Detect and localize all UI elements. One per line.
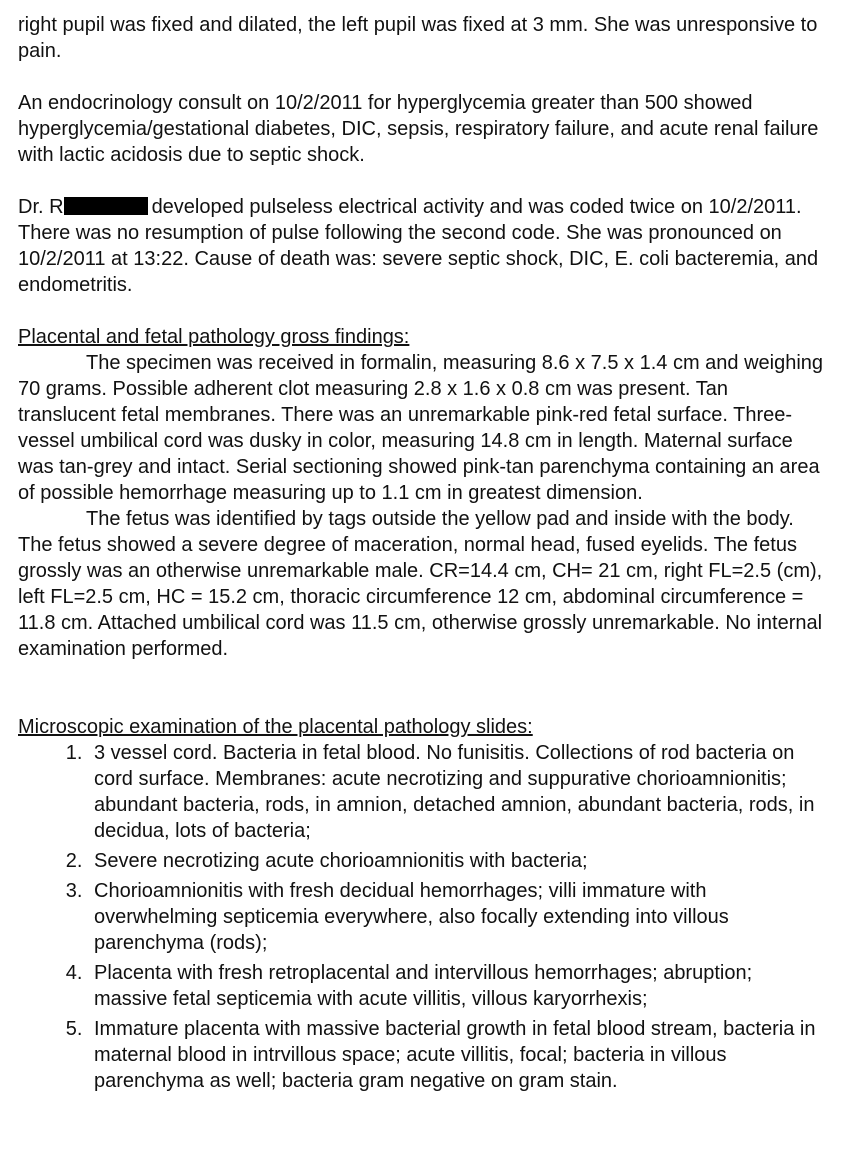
microscopic-findings-list: [18, 740, 824, 1094]
paragraph-endocrinology: An endocrinology consult on 10/2/2011 for hyperglycemia greater than 500 showed hyperglycemia/gestational diabetes, DIC, sepsis, respiratory failure, and acute renal failure with lactic acidosis due to septic shock.: [18, 92, 819, 166]
list-item: 3. Chorioamnionitis with fresh decidual hemorrhages; villi immature with overwhelming septicemia everywhere, also focally extending into villous parenchyma (rods);: [88, 878, 824, 956]
list-item: 1. 3 vessel cord. Bacteria in fetal blood. No funisitis. Collections of rod bacteria on cord surface. Membranes: acute necrotizing and suppurative chorioamnionitis; abundant bacteria, rods, in amnion, detached amnion, abundant bacteria, rods, in decidua, lots of bacteria;: [88, 740, 824, 844]
microscopic-heading: Microscopic examination of the placental pathology slides:: [18, 716, 533, 738]
paragraph-pupils: right pupil was fixed and dilated, the left pupil was fixed at 3 mm. She was unresponsive to pain.: [18, 14, 818, 62]
list-item: 4. Placenta with fresh retroplacental and intervillous hemorrhages; abruption; massive fetal septicemia with acute villitis, villous karyorrhexis;: [88, 960, 824, 1012]
paragraph-code-text: developed pulseless electrical activity and was coded twice on 10/2/2011. There was no resumption of pulse following the second code. She was pronounced on 10/2/2011 at 13:22. Cause of death was: severe septic shock, DIC, E. coli bacteremia, and endometritis.: [18, 196, 819, 296]
doctor-name-prefix: Dr. R: [18, 196, 64, 218]
redaction-block: [64, 197, 148, 215]
paragraph-code: [18, 194, 824, 298]
list-item: 5. Immature placenta with massive bacterial growth in fetal blood stream, bacteria in maternal blood in intrvillous space; acute villitis, focal; bacteria in villous parenchyma as well; bacteria gram negative on gram stain.: [88, 1016, 824, 1094]
gross-findings-fetus: The fetus was identified by tags outside the yellow pad and inside with the body. The fetus showed a severe degree of maceration, normal head, fused eyelids. The fetus grossly was an otherwise unremarkable male. CR=14.4 cm, CH= 21 cm, right FL=2.5 (cm), left FL=2.5 cm, HC = 15.2 cm, thoracic circumference 12 cm, abdominal circumference = 11.8 cm. Attached umbilical cord was 11.5 cm, otherwise grossly unremarkable. No internal examination performed.: [18, 508, 823, 660]
list-item: 2. Severe necrotizing acute chorioamnionitis with bacteria;: [88, 848, 824, 874]
gross-findings-specimen: The specimen was received in formalin, measuring 8.6 x 7.5 x 1.4 cm and weighing 70 grams. Possible adherent clot measuring 2.8 x 1.6 x 0.8 cm was present. Tan translucent fetal membranes. There was an unremarkable pink-red fetal surface. Three-vessel umbilical cord was dusky in color, measuring 14.8 cm in length. Maternal surface was tan-grey and intact. Serial sectioning showed pink-tan parenchyma containing an area of possible hemorrhage measuring up to 1.1 cm in greatest dimension.: [18, 352, 824, 504]
gross-findings-heading: Placental and fetal pathology gross findings:: [18, 326, 410, 348]
